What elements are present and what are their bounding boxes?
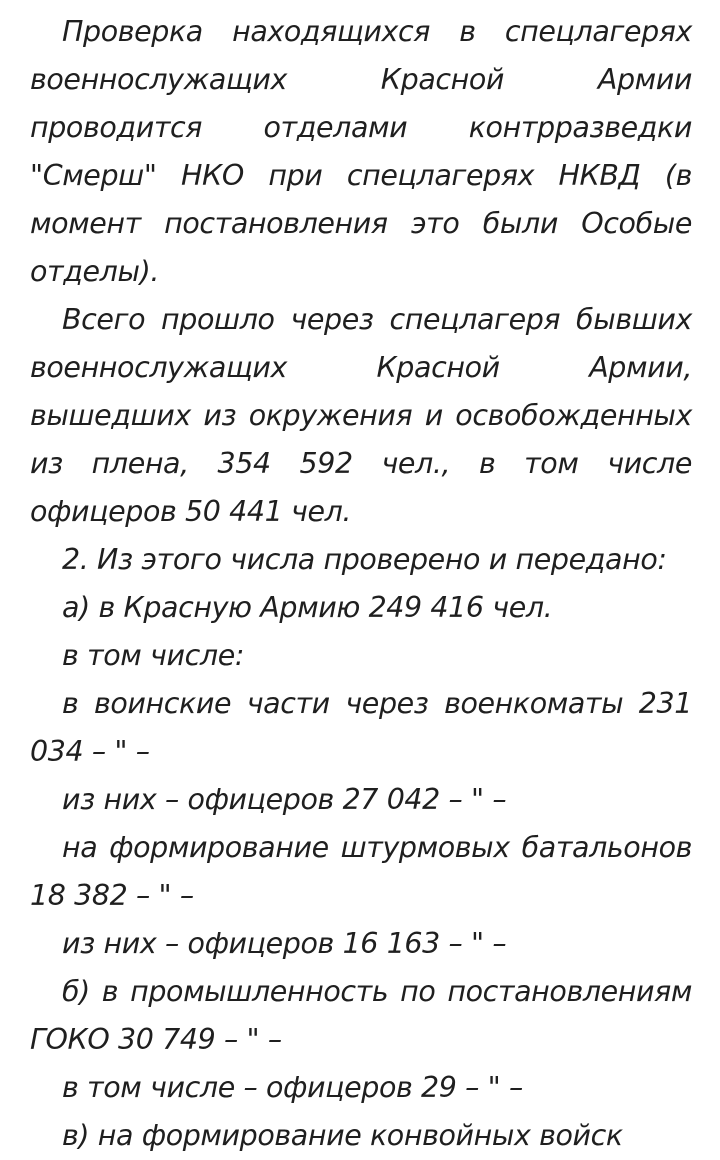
paragraph-officers-2: из них – офицеров 16 163 – " – [62,927,507,960]
paragraph-assault-battalions: на формирование штурмовых батальонов 18 382 – " – [30,831,692,912]
paragraph-including: в том числе: [62,639,245,672]
paragraph-officers-1: из них – офицеров 27 042 – " – [62,783,507,816]
paragraph-military-units: в воинские части через военкоматы 231 034 – " – [30,687,692,768]
paragraph-convoy-troops: в) на формирование конвойных войск [62,1119,623,1152]
paragraph-point-2: 2. Из этого числа проверено и передано: [62,543,667,576]
paragraph-red-army: а) в Красную Армию 249 416 чел. [62,591,553,624]
paragraph-industry: б) в промышленность по постановлениям ГОКО 30 749 – " – [30,975,692,1056]
document-page [30,0,692,1160]
paragraph-officers-3: в том числе – офицеров 29 – " – [62,1071,523,1104]
paragraph-verification: Проверка находящихся в спецлагерях военнослужащих Красной Армии проводится отделами контрразведки "Смерш" НКО при спецлагерях НКВД (в момент постановления это были Особые отделы). [30,15,692,288]
paragraph-total-passed: Всего прошло через спецлагеря бывших военнослужащих Красной Армии, вышедших из окружения и освобожденных из плена, 354 592 чел., в том числе офицеров 50 441 чел. [30,303,692,528]
